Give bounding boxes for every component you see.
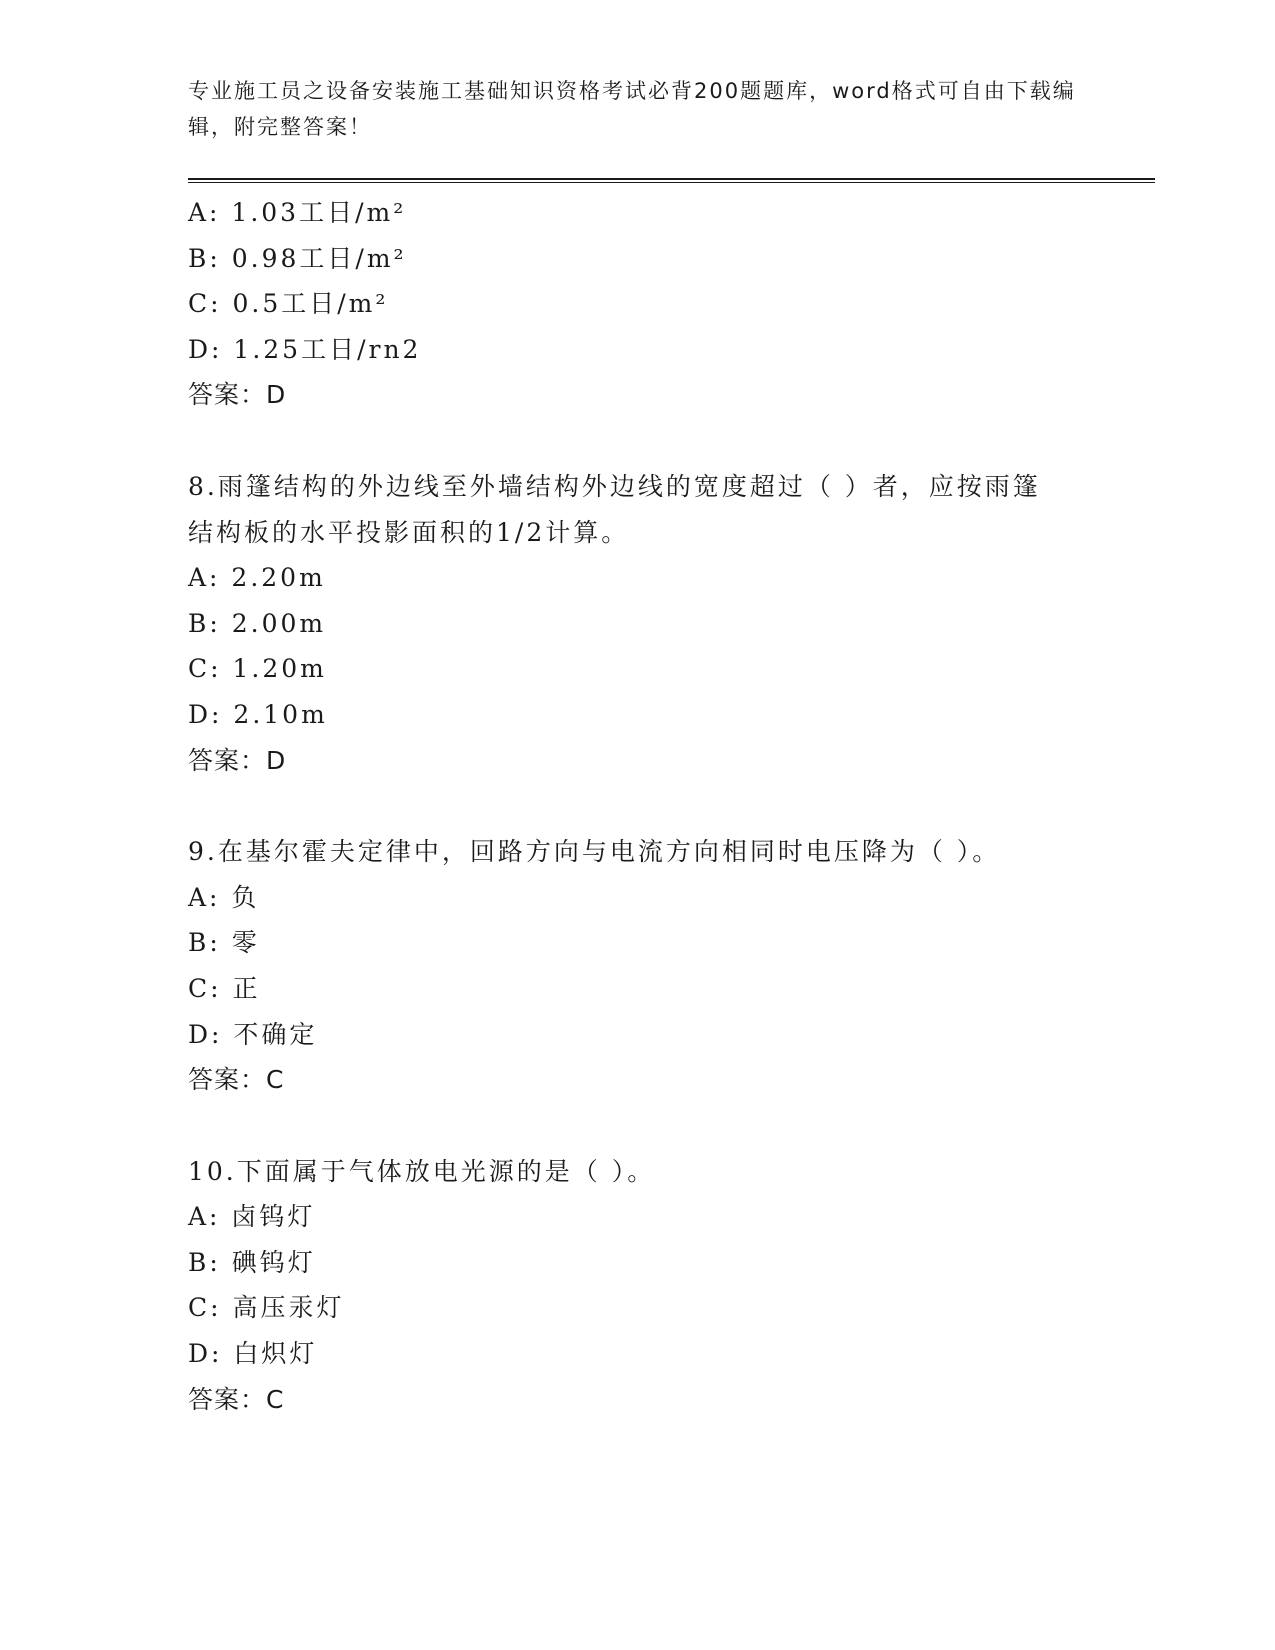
question-list — [188, 190, 1155, 1422]
q10-option-b: B: 碘钨灯 — [188, 1247, 316, 1277]
q7-option-a: A: 1.03工日/m² — [188, 198, 407, 227]
question-8-block — [188, 464, 1155, 783]
q8-option-b: B: 2.00m — [188, 608, 327, 638]
q9-stem-line-1: 9.在基尔霍夫定律中，回路方向与电流方向相同时电压降为（ ）。 — [188, 837, 1001, 867]
q8-option-a: A: 2.20m — [188, 563, 326, 593]
q8-stem-line-2: 结构板的水平投影面积的1/2计算。 — [188, 517, 630, 547]
q8-answer: 答案：D — [188, 745, 287, 775]
spacer — [188, 418, 1155, 464]
q7-answer: 答案：D — [188, 380, 287, 410]
q7-option-b: B: 0.98工日/m² — [188, 243, 407, 273]
q9-answer: 答案：C — [188, 1065, 285, 1095]
q9-option-d: D: 不确定 — [188, 1019, 318, 1049]
q7-option-c: C: 0.5工日/m² — [188, 289, 389, 319]
header-divider — [188, 178, 1155, 183]
q10-option-c: C: 高压汞灯 — [188, 1293, 345, 1323]
q10-option-a: A: 卤钨灯 — [188, 1202, 316, 1232]
document-header: 专业施工员之设备安装施工基础知识资格考试必背200题题库，word格式可自由下载编辑，附完整答案！ — [188, 79, 1076, 139]
q8-stem-line-1: 8.雨篷结构的外边线至外墙结构外边线的宽度超过（ ）者，应按雨篷 — [188, 471, 1041, 501]
q8-option-c: C: 1.20m — [188, 654, 327, 684]
question-9-block — [188, 829, 1155, 1103]
spacer — [188, 1103, 1155, 1149]
q9-option-b: B: 零 — [188, 928, 260, 958]
q7-option-d: D: 1.25工日/rn2 — [188, 334, 422, 364]
question-10-block — [188, 1149, 1155, 1423]
q9-option-c: C: 正 — [188, 973, 261, 1003]
q8-option-d: D: 2.10m — [188, 699, 328, 729]
q10-stem-line-1: 10.下面属于气体放电光源的是（ ）。 — [188, 1156, 656, 1186]
q10-answer: 答案：C — [188, 1384, 285, 1414]
question-7-block — [188, 190, 1155, 418]
q9-option-a: A: 负 — [188, 882, 260, 912]
q10-option-d: D: 白炽灯 — [188, 1339, 318, 1369]
spacer — [188, 783, 1155, 829]
